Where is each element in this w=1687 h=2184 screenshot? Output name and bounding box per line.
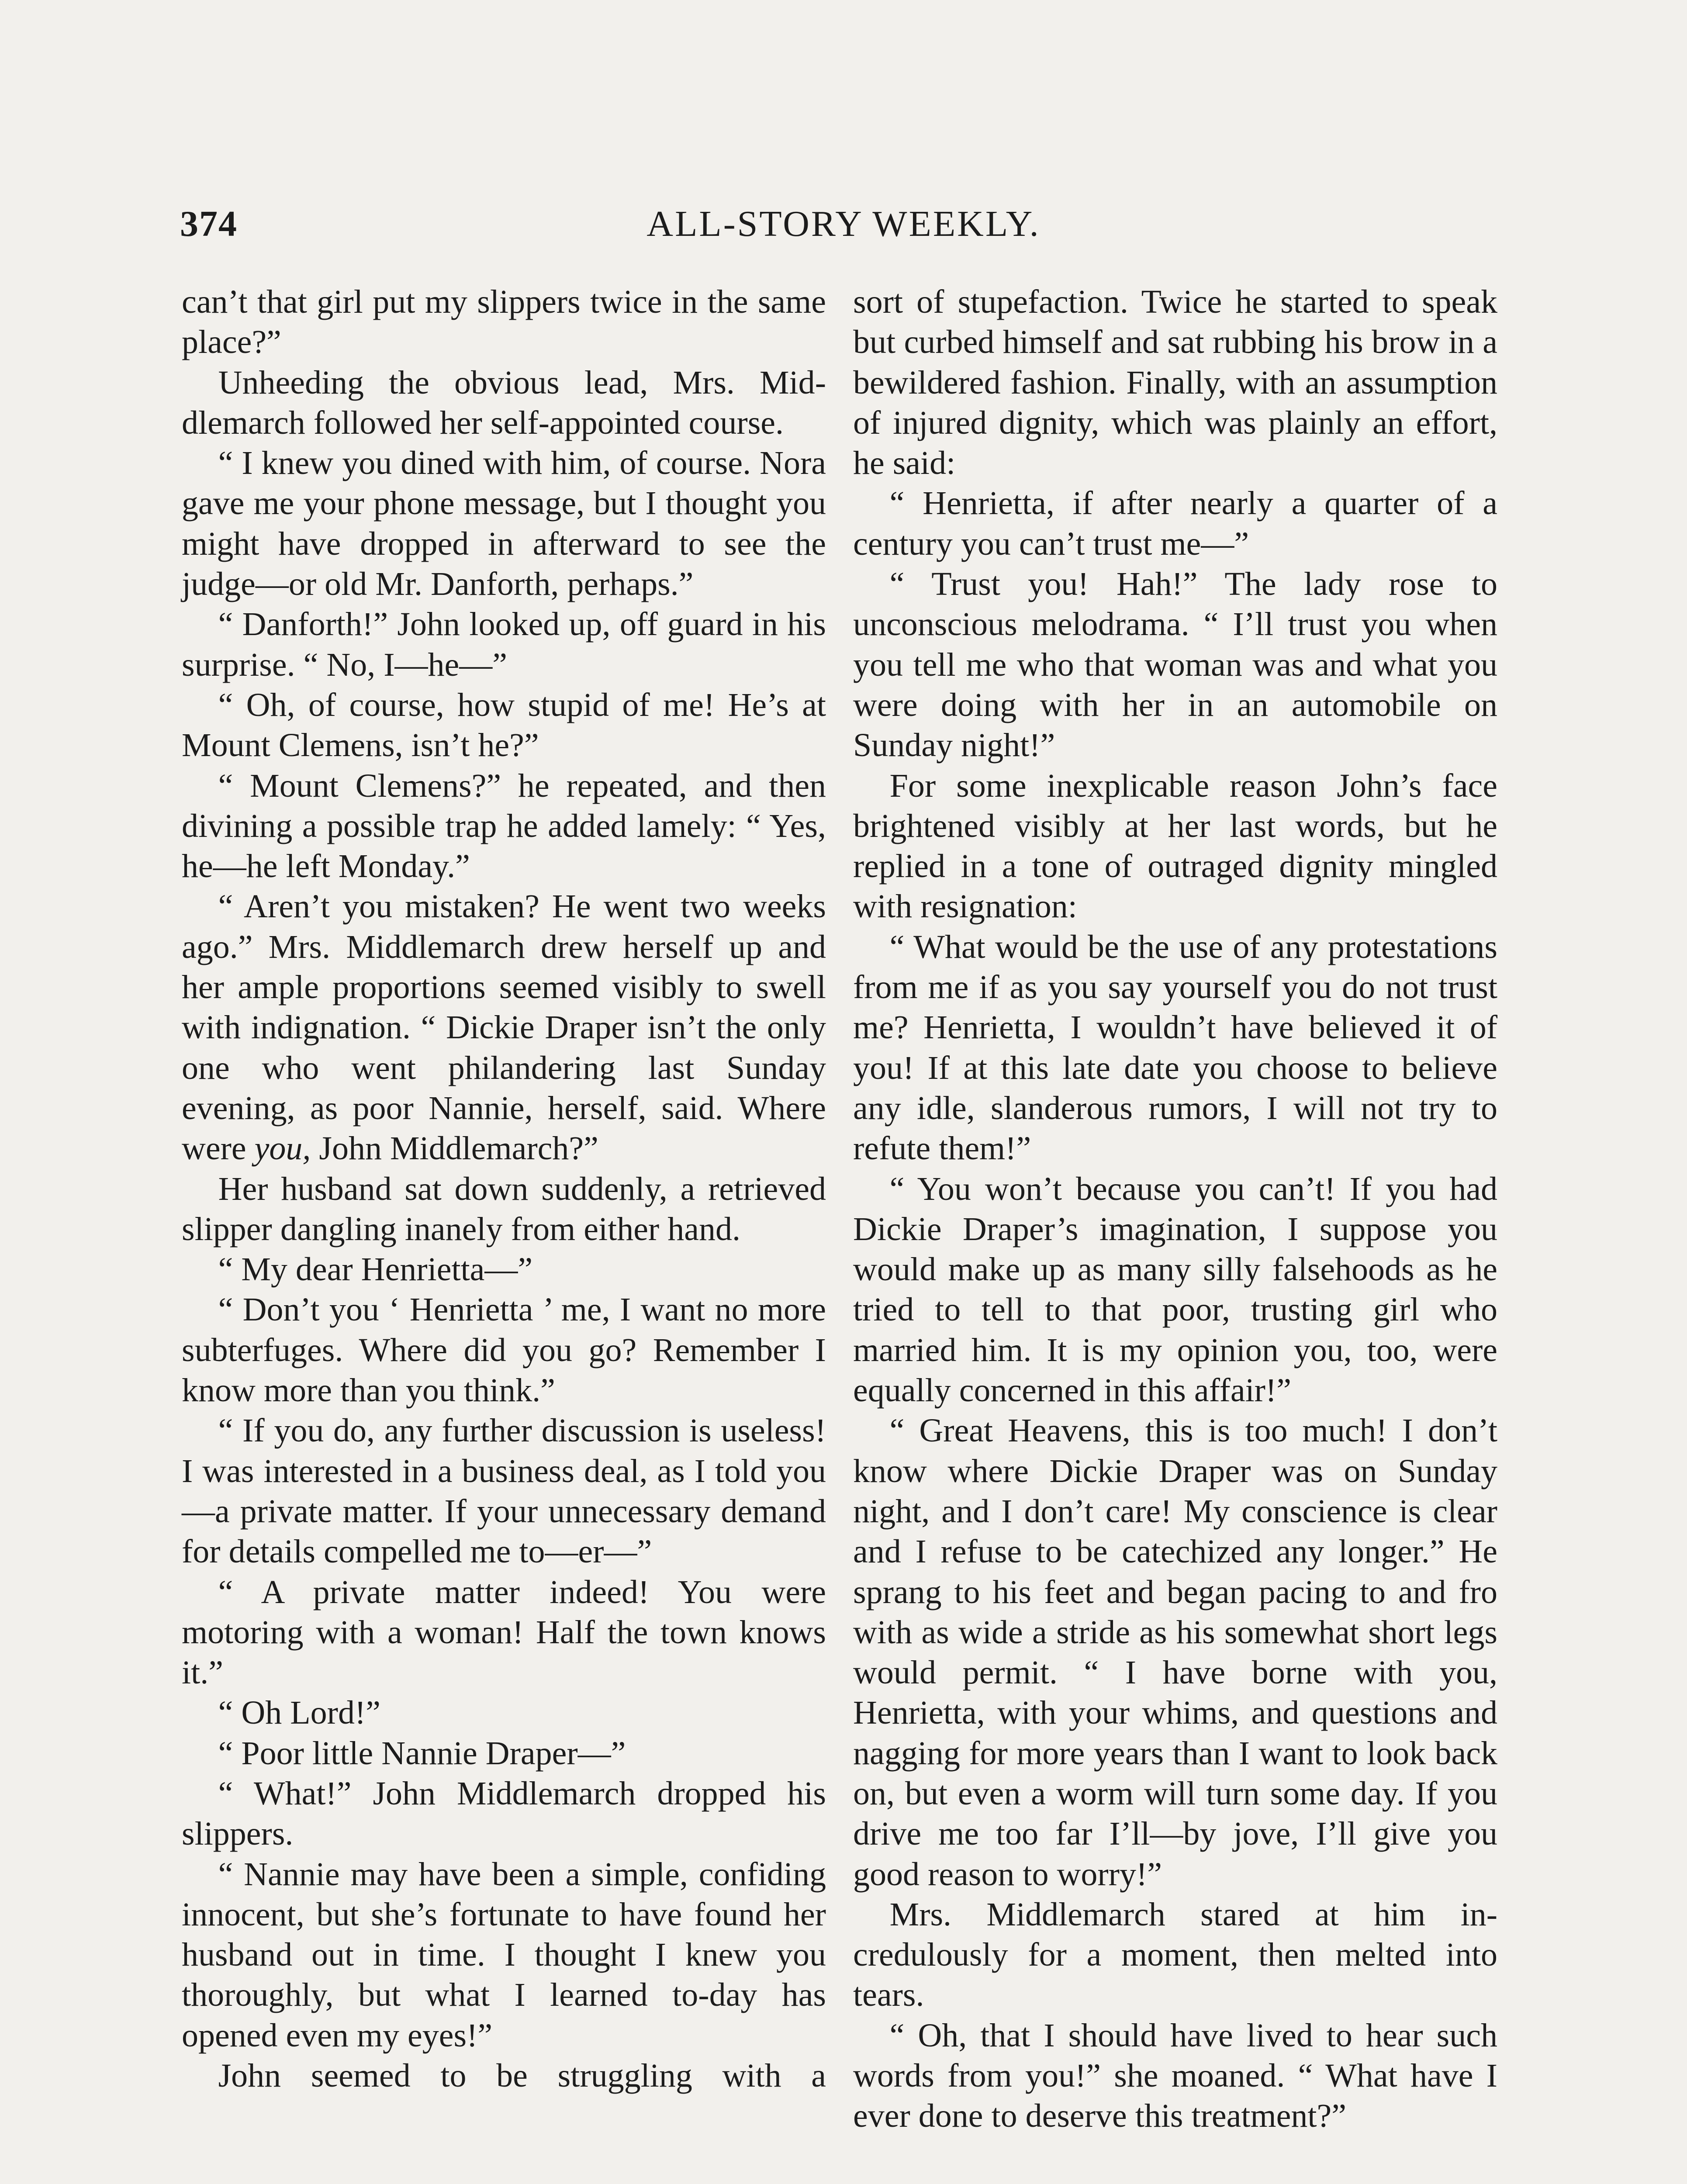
paragraph-text: “ Aren’t you mistaken? He went two weeks ago.” Mrs. Middlemarch drew herself up and her ample proportions seemed visibly to swell with indignation. “ Dickie Draper isn’t the only one who went philandering last Sunday evening, as poor Nannie, herself, said. Where were bbox=[182, 888, 826, 1167]
paragraph: Mrs. Middlemarch stared at him incredulously for a moment, then melted into tears. bbox=[853, 1896, 1497, 2014]
paragraph: Her husband sat down suddenly, a retrieved slipper dangling inanely from either hand. bbox=[182, 1170, 826, 1248]
paragraph: “ If you do, any further discussion is useless! I was interested in a business deal, as I told you—a private matter. If your unnecessary demand for details compelled me to—er—” bbox=[182, 1412, 826, 1570]
paragraph: “ Oh, of course, how stupid of me! He’s at Mount Clemens, isn’t he?” bbox=[182, 686, 826, 764]
paragraph: “ Nannie may have been a simple, confiding innocent, but she’s fortunate to have found her husband out in time. I thought I knew you thoroughly, but what I learned to-day has opened even my eyes!” bbox=[182, 1856, 826, 2054]
paragraph: “ Mount Clemens?” he repeated, and then divining a possible trap he added lamely: “ Yes, he—he left Monday.” bbox=[182, 767, 826, 885]
paragraph: For some inexplicable reason John’s face brightened visibly at her last words, but he replied in a tone of outraged dignity mingled with resignation: bbox=[853, 767, 1497, 925]
paragraph: can’t that girl put my slippers twice in the same place?” bbox=[182, 283, 826, 361]
running-head: ALL-STORY WEEKLY. bbox=[646, 204, 1041, 244]
page-number: 374 bbox=[180, 204, 238, 244]
paragraph bbox=[182, 886, 826, 1168]
paragraph: Unheeding the obvious lead, Mrs. Middlemarch followed her self-appointed course. bbox=[182, 364, 826, 441]
right-column bbox=[853, 282, 1497, 2136]
paragraph: “ You won’t because you can’t! If you had Dickie Draper’s imagination, I suppose you would make up as many silly falsehoods as he tried to tell to that poor, trusting girl who married him. It is my opinion you, too, were equally concerned in this affair!” bbox=[853, 1170, 1497, 1409]
paragraph: “ Oh, that I should have lived to hear such words from you!” she moaned. “ What have I ever done to deserve this treatment?” bbox=[853, 2017, 1497, 2135]
paragraph: John seemed to be struggling with a bbox=[218, 2057, 826, 2094]
paragraph: “ Trust you! Hah!” The lady rose to unconscious melodrama. “ I’ll trust you when you tell me who that woman was and what you were doing with her in an automobile on Sunday night!” bbox=[853, 566, 1497, 764]
paragraph: “ What!” John Middlemarch dropped his slippers. bbox=[182, 1775, 826, 1852]
paragraph: “ Oh Lord!” bbox=[218, 1694, 380, 1731]
emphasis-text: you, bbox=[254, 1130, 311, 1167]
paragraph: “ Great Heavens, this is too much! I don’t know where Dickie Draper was on Sunday night, and I don’t care! My conscience is clear and I refuse to be catechized any longer.” He sprang to his feet and began pacing to and fro with as wide a stride as his somewhat short legs would permit. “ I have borne with you, Henrietta, with your whims, and questions and nagging for more years than I want to look back on, but even a worm will turn some day. If you drive me too far I’ll—by jove, I’ll give you good reason to worry!” bbox=[853, 1412, 1497, 1893]
paragraph: sort of stupefaction. Twice he started to speak but curbed himself and sat rubbing his brow in a bewildered fashion. Finally, with an assumption of injured dignity, which was plainly an effort, he said: bbox=[853, 283, 1497, 482]
paragraph: “ Poor little Nannie Draper—” bbox=[218, 1735, 626, 1772]
paragraph: “ Danforth!” John looked up, off guard in his surprise. “ No, I—he—” bbox=[182, 606, 826, 683]
left-column bbox=[182, 282, 826, 2096]
paragraph: “ A private matter indeed! You were motoring with a woman! Half the town knows it.” bbox=[182, 1573, 826, 1691]
paragraph: “ I knew you dined with him, of course. Nora gave me your phone message, but I thought you might have dropped in afterward to see the judge—or old Mr. Danforth, perhaps.” bbox=[182, 445, 826, 603]
paragraph: “ Don’t you ‘ Henrietta ’ me, I want no more subterfuges. Where did you go? Remember I know more than you think.” bbox=[182, 1291, 826, 1409]
paragraph-text: John Middlemarch?” bbox=[311, 1130, 598, 1167]
paragraph: “ What would be the use of any protestations from me if as you say yourself you do not trust me? Henrietta, I wouldn’t have believed it of you! If at this late date you choose to believe any idle, slanderous rumors, I will not try to refute them!” bbox=[853, 928, 1497, 1167]
paragraph: “ Henrietta, if after nearly a quarter of a century you can’t trust me—” bbox=[853, 485, 1497, 562]
paragraph: “ My dear Henrietta—” bbox=[218, 1251, 533, 1288]
